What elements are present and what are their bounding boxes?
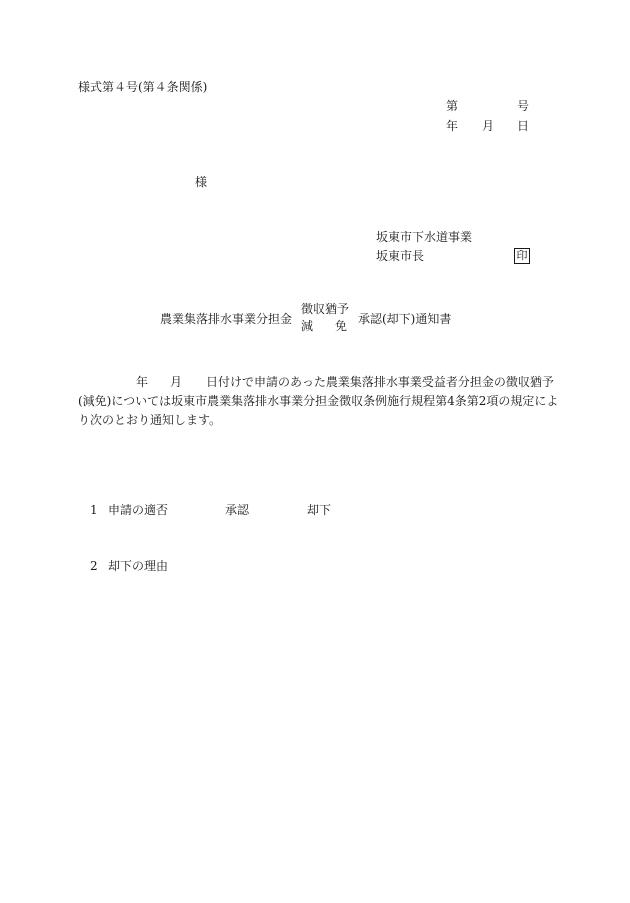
date-day-label: 日 xyxy=(517,119,530,133)
seal-mark: 印 xyxy=(514,248,530,264)
body-line-1-text: 日付けで申請のあった農業集落排水事業受益者分担金の徴収猶予 xyxy=(206,375,554,389)
issuer-organization: 坂東市下水道事業 xyxy=(376,230,473,244)
document-title-option-deferral: 徴収猶予 xyxy=(301,302,350,316)
body-year-label: 年 xyxy=(136,375,149,389)
item-1-option-reject: 却下 xyxy=(307,503,332,517)
body-line-3: り次のとおり通知します。 xyxy=(78,413,222,427)
body-line-1 xyxy=(78,373,556,392)
date-year-label: 年 xyxy=(446,119,459,133)
body-month-label: 月 xyxy=(170,375,183,389)
document-number-prefix: 第 xyxy=(446,99,459,113)
issuer-title: 坂東市長 xyxy=(376,249,425,263)
document-title-suffix: 承認(却下)通知書 xyxy=(358,312,452,326)
item-1-option-approve: 承認 xyxy=(225,503,250,517)
document-title-option-exemption: 免 xyxy=(335,319,348,333)
form-number: 様式第４号(第４条関係) xyxy=(78,80,208,94)
item-1-label: 申請の適否 xyxy=(108,503,169,517)
document-number-suffix: 号 xyxy=(517,99,530,113)
item-2-label: 却下の理由 xyxy=(108,559,169,573)
item-1-number: 1 xyxy=(90,503,98,517)
document-title-option-reduction: 減 xyxy=(301,319,314,333)
document-title-prefix: 農業集落排水事業分担金 xyxy=(160,312,293,326)
addressee-honorific: 様 xyxy=(195,175,208,189)
body-line-2: (減免)については坂東市農業集落排水事業分担金徴収条例施行規程第4条第2項の規定によ xyxy=(78,394,559,408)
body-paragraph xyxy=(78,373,559,430)
date-month-label: 月 xyxy=(482,119,495,133)
item-2-number: 2 xyxy=(90,559,98,573)
